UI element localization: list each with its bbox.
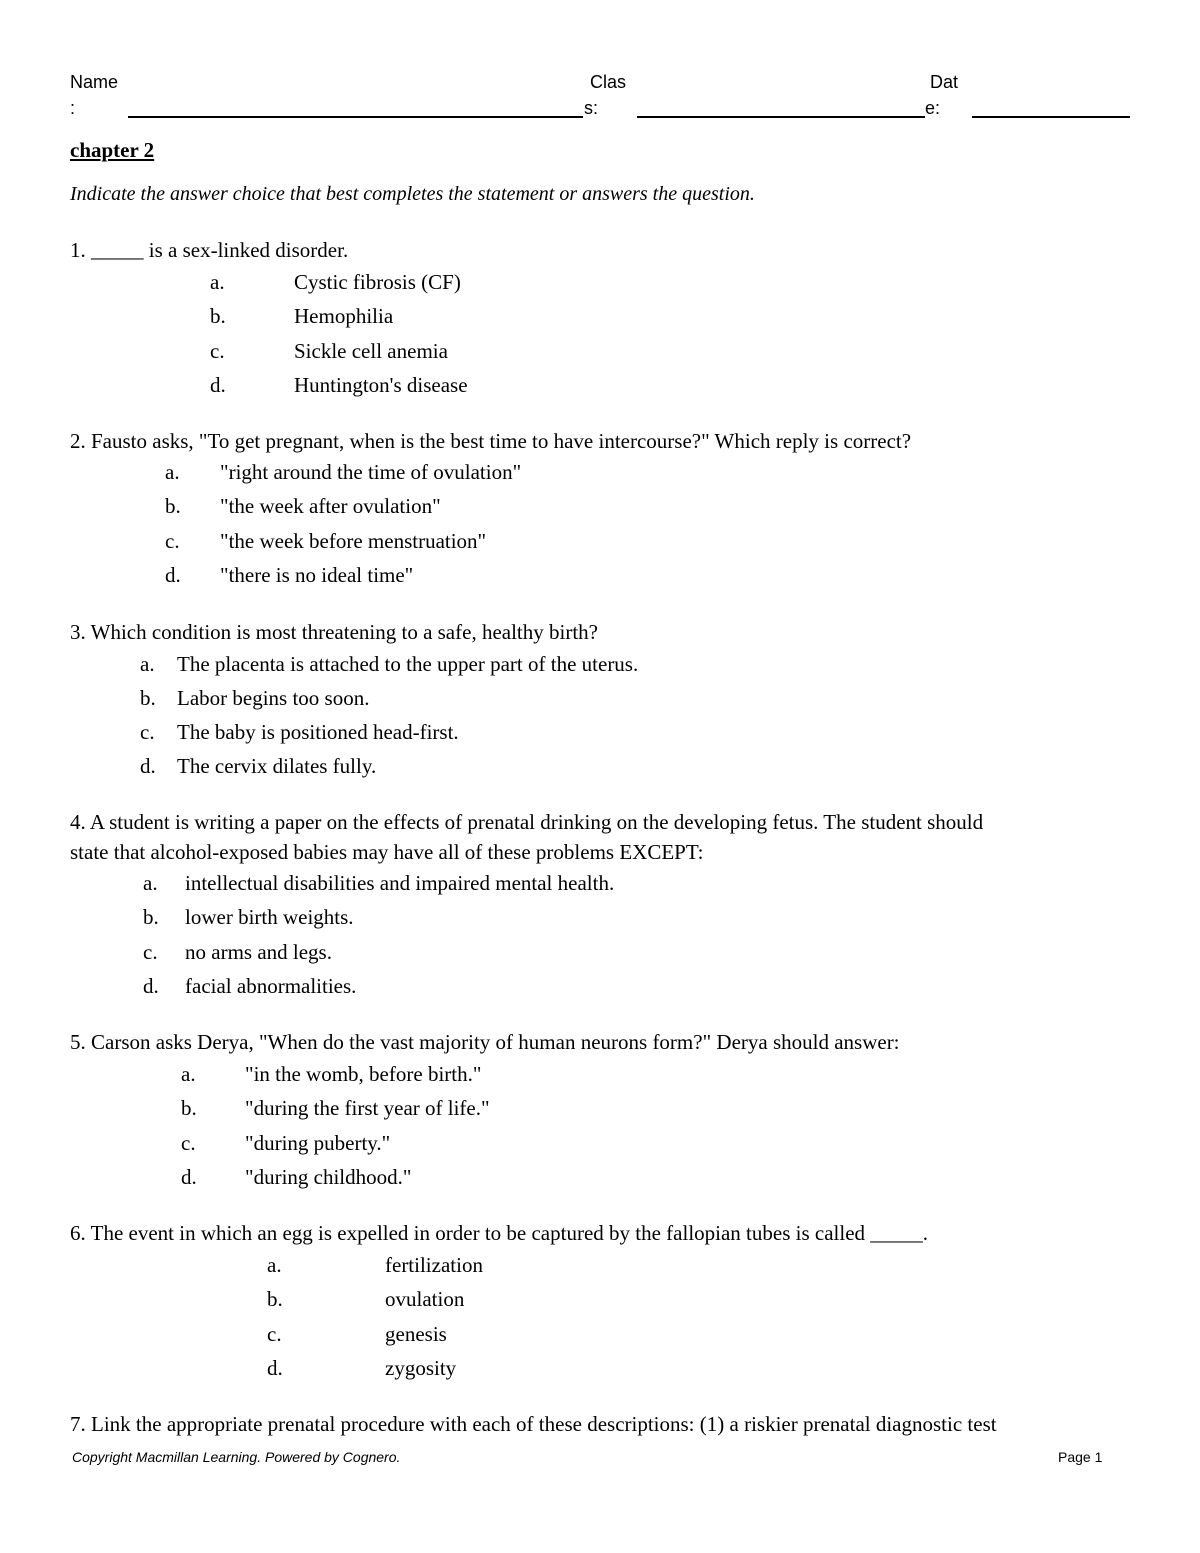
- option-letter[interactable]: d.: [165, 563, 181, 587]
- option-letter[interactable]: d.: [143, 974, 159, 998]
- class-label-suffix: s:: [584, 98, 599, 118]
- question-stem: 6. The event in which an egg is expelled in order to be captured by the fallopian tubes is called _____.: [70, 1221, 929, 1245]
- option-text[interactable]: "during childhood.": [245, 1165, 412, 1189]
- option-letter[interactable]: a.: [140, 652, 155, 676]
- option-letter[interactable]: a.: [165, 460, 180, 484]
- option-letter[interactable]: b.: [143, 905, 159, 929]
- option-text[interactable]: "the week after ovulation": [220, 494, 441, 518]
- option-text[interactable]: Sickle cell anemia: [294, 339, 448, 363]
- option-letter[interactable]: a.: [210, 270, 225, 294]
- option-text[interactable]: intellectual disabilities and impaired mental health.: [185, 871, 615, 895]
- option-text[interactable]: "right around the time of ovulation": [220, 460, 522, 484]
- option-letter[interactable]: b.: [140, 686, 156, 710]
- option-letter[interactable]: a.: [267, 1253, 282, 1277]
- option-letter[interactable]: c.: [181, 1131, 196, 1155]
- date-field-line[interactable]: [972, 116, 1130, 118]
- option-letter[interactable]: d.: [210, 373, 226, 397]
- class-label: Clas: [590, 72, 627, 92]
- chapter-title: chapter 2: [70, 138, 155, 162]
- question-stem: 1. _____ is a sex-linked disorder.: [70, 238, 349, 262]
- date-label-suffix: e:: [925, 98, 941, 118]
- class-field-line[interactable]: [637, 116, 925, 118]
- option-letter[interactable]: c.: [165, 529, 180, 553]
- option-letter[interactable]: c.: [267, 1322, 282, 1346]
- question-stem: 3. Which condition is most threatening to a safe, healthy birth?: [70, 620, 598, 644]
- question-stem: 7. Link the appropriate prenatal procedure with each of these descriptions: (1) a riskier prenatal diagnostic test: [70, 1412, 997, 1436]
- option-letter[interactable]: a.: [143, 871, 158, 895]
- option-text[interactable]: "there is no ideal time": [220, 563, 414, 587]
- option-text[interactable]: genesis: [385, 1322, 447, 1346]
- option-text[interactable]: The cervix dilates fully.: [177, 754, 377, 778]
- question-stem: 2. Fausto asks, "To get pregnant, when is the best time to have intercourse?" Which reply is correct?: [70, 429, 912, 453]
- option-text[interactable]: fertilization: [385, 1253, 483, 1277]
- page-number: Page 1: [1058, 1449, 1103, 1465]
- option-letter[interactable]: c.: [143, 940, 158, 964]
- question-stem: 5. Carson asks Derya, "When do the vast majority of human neurons form?" Derya should answer:: [70, 1030, 900, 1054]
- option-letter[interactable]: d.: [267, 1356, 283, 1380]
- option-text[interactable]: "in the womb, before birth.": [245, 1062, 482, 1086]
- option-letter[interactable]: d.: [140, 754, 156, 778]
- option-letter[interactable]: c.: [210, 339, 225, 363]
- option-text[interactable]: facial abnormalities.: [185, 974, 357, 998]
- option-letter[interactable]: b.: [267, 1287, 283, 1311]
- option-text[interactable]: no arms and legs.: [185, 940, 332, 964]
- question-stem: 4. A student is writing a paper on the effects of prenatal drinking on the developing fetus. The student should: [70, 810, 984, 834]
- date-label: Dat: [930, 72, 959, 92]
- option-text[interactable]: ovulation: [385, 1287, 465, 1311]
- option-letter[interactable]: b.: [165, 494, 181, 518]
- option-text[interactable]: zygosity: [385, 1356, 457, 1380]
- option-letter[interactable]: d.: [181, 1165, 197, 1189]
- instructions: Indicate the answer choice that best completes the statement or answers the question.: [70, 183, 755, 205]
- option-text[interactable]: lower birth weights.: [185, 905, 354, 929]
- option-text[interactable]: Huntington's disease: [294, 373, 468, 397]
- option-text[interactable]: Cystic fibrosis (CF): [294, 270, 461, 294]
- option-letter[interactable]: c.: [140, 720, 155, 744]
- option-letter[interactable]: b.: [181, 1096, 197, 1120]
- option-text[interactable]: "the week before menstruation": [220, 529, 487, 553]
- option-letter[interactable]: a.: [181, 1062, 196, 1086]
- option-text[interactable]: The placenta is attached to the upper part of the uterus.: [177, 652, 639, 676]
- name-label: Name: [70, 72, 119, 92]
- option-text[interactable]: The baby is positioned head-first.: [177, 720, 459, 744]
- footer-copyright: Copyright Macmillan Learning. Powered by Cognero.: [72, 1449, 401, 1465]
- name-field-line[interactable]: [128, 116, 583, 118]
- option-text[interactable]: "during puberty.": [245, 1131, 391, 1155]
- option-text[interactable]: Hemophilia: [294, 304, 394, 328]
- option-text[interactable]: "during the first year of life.": [245, 1096, 490, 1120]
- name-label-colon: :: [70, 98, 76, 118]
- option-text[interactable]: Labor begins too soon.: [177, 686, 370, 710]
- option-letter[interactable]: b.: [210, 304, 226, 328]
- question-stem-line-2: state that alcohol-exposed babies may have all of these problems EXCEPT:: [70, 840, 704, 864]
